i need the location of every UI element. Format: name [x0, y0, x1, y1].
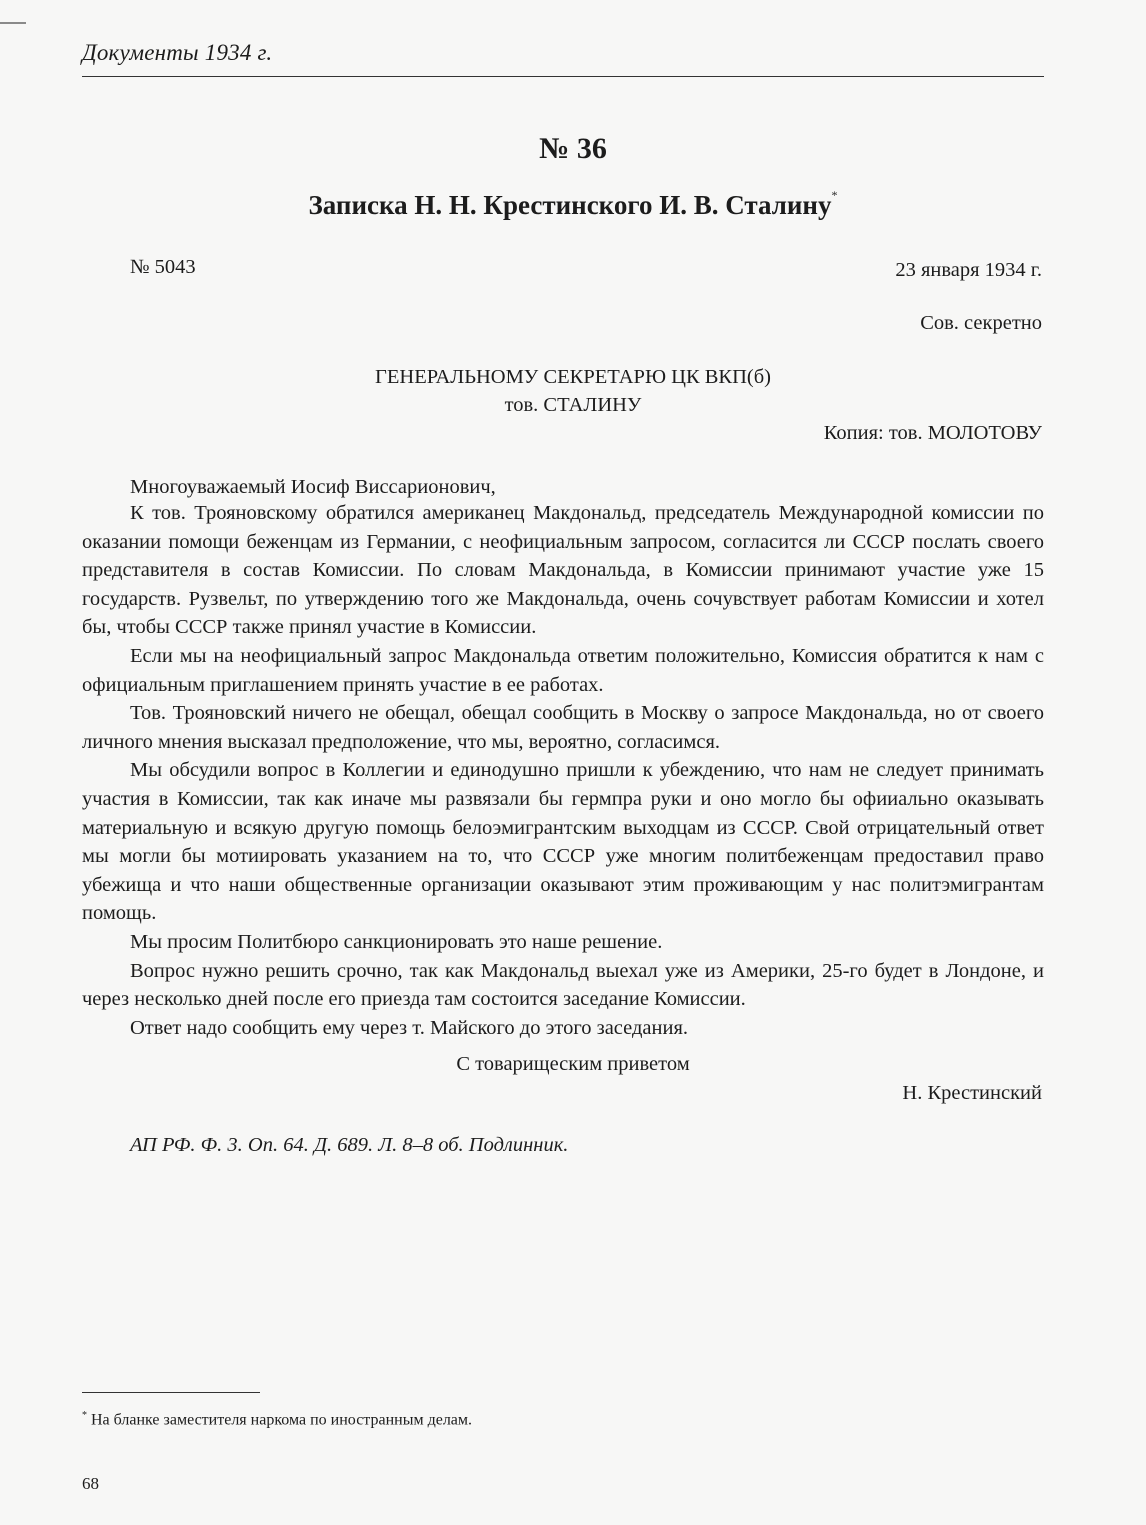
addressee-line-2: тов. СТАЛИНУ	[504, 394, 642, 416]
body-paragraph: К тов. Трояновскому обратился американец Макдональд, председатель Международной комиссии по оказании помощи беженцам из Германии, с неофициальным запросом, согласится ли СССР послать своего представителя в состав Комиссии. По словам Макдональда, в Комиссии принимают участие уже 15 государств. Рузвельт, по утверждению того же Макдональда, очень сочувствует работам Комиссии и хотел бы, чтобы СССР также принял участие в Комиссии.	[82, 502, 1044, 639]
salutation: Многоуважаемый Иосиф Виссарионович,	[130, 476, 496, 498]
signature: Н. Крестинский	[902, 1082, 1042, 1104]
body-paragraph: Ответ надо сообщить ему через т. Майского до этого заседания.	[130, 1016, 688, 1039]
closing-phrase: С товарищеским приветом	[456, 1053, 690, 1075]
body-paragraph: Вопрос нужно решить срочно, так как Макдональд выехал уже из Америки, 25-го будет в Лондоне, и через несколько дней после его приезда там состоится заседание Комиссии.	[82, 959, 1044, 1011]
document-date: 23 января 1934 г.	[895, 259, 1042, 281]
document-title-text: Записка Н. Н. Крестинского И. В. Сталину	[308, 190, 832, 220]
document-number: № 36	[539, 132, 607, 165]
header-rule	[82, 76, 1044, 77]
scan-mark	[0, 22, 26, 24]
footnote	[82, 1410, 472, 1429]
footnote-rule	[82, 1392, 260, 1393]
footnote-mark: *	[82, 1410, 87, 1421]
title-footnote-mark: *	[831, 188, 838, 202]
running-head: Документы 1934 г.	[82, 40, 273, 65]
document-title	[0, 190, 1146, 221]
body-paragraph: Мы обсудили вопрос в Коллегии и единодушно пришли к убеждению, что нам не следует принимать участия в Комиссии, так как иначе мы развязали бы гермпра руки и оно могло бы офииально оказывать материальную и всякую другую помощь белоэмигрантским выходцам из СССР. Свой отрицательный ответ мы могли бы мотиировать указанием на то, что СССР уже многим политбеженцам предоставил право убежища и что наши общественные организации оказывают этим проживающим у нас политэмигрантам помощь.	[82, 759, 1044, 925]
footnote-text: На бланке заместителя наркома по иностранным делам.	[91, 1411, 473, 1429]
page-number: 68	[82, 1474, 99, 1493]
outgoing-number: № 5043	[130, 256, 196, 278]
body-paragraph: Тов. Трояновский ничего не обещал, обещал сообщить в Москву о запросе Макдональда, но от своего личного мнения высказал предположение, что мы, вероятно, согласимся.	[82, 702, 1044, 753]
classification-stamp: Сов. секретно	[920, 312, 1042, 334]
archive-reference: АП РФ. Ф. 3. Оп. 64. Д. 689. Л. 8–8 об. Подлинник.	[130, 1134, 569, 1156]
body-paragraph: Мы просим Политбюро санкционировать это наше решение.	[130, 930, 663, 953]
addressee-line-1: ГЕНЕРАЛЬНОМУ СЕКРЕТАРЮ ЦК ВКП(б)	[375, 366, 771, 388]
body-paragraph: Если мы на неофициальный запрос Макдональда ответим положительно, Комиссия обратится к нам с официальным приглашением принять участие в ее работах.	[82, 644, 1044, 696]
letter-body	[82, 499, 1044, 1042]
copy-recipient: Копия: тов. МОЛОТОВУ	[823, 422, 1042, 444]
